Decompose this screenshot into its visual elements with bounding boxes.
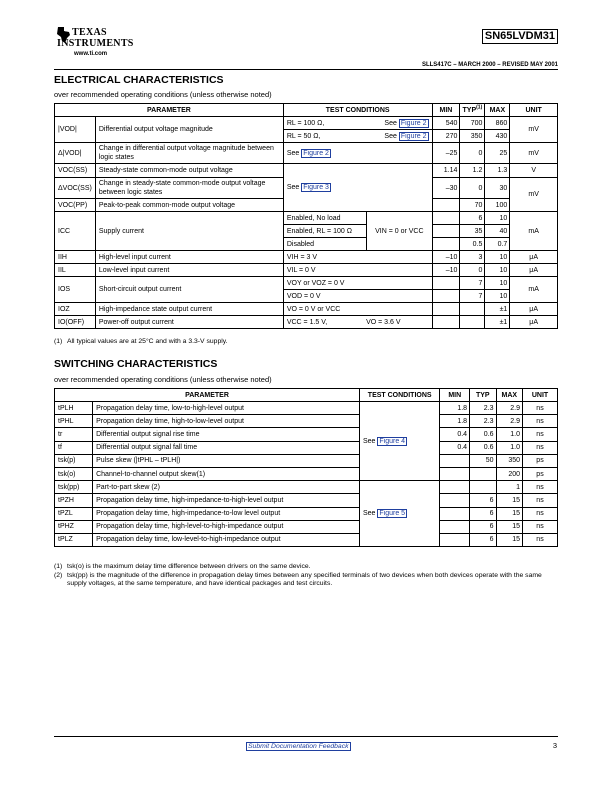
param-symbol: tPHZ xyxy=(55,520,93,533)
param-symbol: IOZ xyxy=(55,303,96,316)
typ-value: 0.6 xyxy=(470,428,496,441)
footnote-1: (1) tsk(o) is the maximum delay time difference between drivers on the same device. xyxy=(54,563,311,570)
param-symbol: ICC xyxy=(55,212,96,251)
max-value: 15 xyxy=(496,494,522,507)
table-row xyxy=(55,467,558,480)
param-desc: High-impedance state output current xyxy=(95,303,283,316)
col-typ: TYP$^{(1)}$ xyxy=(460,104,485,117)
electrical-title: ELECTRICAL CHARACTERISTICS xyxy=(54,74,224,86)
unit-value: ns xyxy=(523,507,558,520)
param-symbol: IOS xyxy=(55,277,96,303)
table-row xyxy=(55,441,558,454)
param-symbol: ΔVOC(SS) xyxy=(55,178,96,199)
page-number: 3 xyxy=(552,741,557,750)
max-value: 350 xyxy=(496,454,522,467)
footnote-2: (2) tsk(pp) is the magnitude of the difference in propagation delay times between any specified terminals of two devices when both devices operate with the same supply voltages, at the same temperature, and have identical packages and test circuits. xyxy=(54,571,542,587)
figure-2-link[interactable]: Figure 2 xyxy=(400,132,427,140)
param-desc: Propagation delay time, high-impedance-to-low level output xyxy=(93,507,360,520)
min-value xyxy=(440,481,470,494)
header-rule xyxy=(54,69,558,70)
figure-2-link[interactable]: Figure 2 xyxy=(303,149,329,157)
param-desc: High-level input current xyxy=(95,251,283,264)
figure-3-link[interactable]: Figure 3 xyxy=(303,184,329,191)
param-desc: Differential output voltage magnitude xyxy=(95,117,283,143)
param-symbol: IIL xyxy=(55,264,96,277)
param-symbol: IO(OFF) xyxy=(55,316,96,329)
param-desc: Pulse skew (|tPHL – tPLH|) xyxy=(93,454,360,467)
param-symbol: tsk(pp) xyxy=(55,481,93,494)
switching-subtitle: over recommended operating conditions (unless otherwise noted) xyxy=(54,375,272,384)
param-desc: Differential output signal rise time xyxy=(93,428,360,441)
test-cond: See Figure 5 xyxy=(359,481,439,547)
max-value: 15 xyxy=(496,507,522,520)
param-desc: Low-level input current xyxy=(95,264,283,277)
param-symbol: tsk(o) xyxy=(55,467,93,480)
param-desc: Differential output signal fall time xyxy=(93,441,360,454)
typ-value xyxy=(470,467,496,480)
min-value: 0.4 xyxy=(440,428,470,441)
param-symbol: |VOD| xyxy=(55,117,96,143)
max-value: 1 xyxy=(496,481,522,494)
typ-value xyxy=(470,481,496,494)
footer-rule xyxy=(54,736,558,737)
typ-value: 6 xyxy=(470,533,496,546)
param-symbol: Δ|VOD| xyxy=(55,143,96,164)
unit-value: ns xyxy=(523,415,558,428)
min-value: 1.8 xyxy=(440,415,470,428)
unit-value: ns xyxy=(523,520,558,533)
min-value xyxy=(440,454,470,467)
figure-2-link[interactable]: Figure 2 xyxy=(400,119,427,127)
param-symbol: tPZH xyxy=(55,494,93,507)
unit-value: ns xyxy=(523,428,558,441)
param-desc: Power-off output current xyxy=(95,316,283,329)
param-symbol: tPHL xyxy=(55,415,93,428)
param-symbol: tr xyxy=(55,428,93,441)
unit-value: ns xyxy=(523,402,558,415)
col-parameter: PARAMETER xyxy=(55,104,284,117)
param-desc: Supply current xyxy=(95,212,283,251)
param-desc: Steady-state common-mode output voltage xyxy=(95,164,283,178)
typ-value: 6 xyxy=(470,507,496,520)
table-row xyxy=(55,454,558,467)
test-cond: See Figure 4 xyxy=(359,402,439,481)
table-row xyxy=(55,507,558,520)
switching-footnotes xyxy=(54,563,558,589)
param-desc: Channel-to-channel output skew(1) xyxy=(93,467,360,480)
param-desc: Propagation delay time, high-to-low-level output xyxy=(93,415,360,428)
typ-value: 2.3 xyxy=(470,415,496,428)
param-symbol: tPLH xyxy=(55,402,93,415)
logo-word-texas: TEXAS xyxy=(72,27,107,38)
max-value: 1.0 xyxy=(496,428,522,441)
typ-value: 50 xyxy=(470,454,496,467)
test-cond: RL = 50 Ω, See Figure 2 xyxy=(283,130,432,143)
param-symbol: IIH xyxy=(55,251,96,264)
param-desc: Short-circuit output current xyxy=(95,277,283,303)
param-symbol: VOC(PP) xyxy=(55,199,96,212)
col-test-conditions: TEST CONDITIONS xyxy=(283,104,432,117)
typ-value: 2.3 xyxy=(470,402,496,415)
param-symbol: tsk(p) xyxy=(55,454,93,467)
col-max: MAX xyxy=(496,389,522,402)
website-url[interactable]: www.ti.com xyxy=(74,51,108,57)
unit-value: ns xyxy=(523,533,558,546)
param-desc: Propagation delay time, high-impedance-to-high-level output xyxy=(93,494,360,507)
min-value xyxy=(440,494,470,507)
switching-title: SWITCHING CHARACTERISTICS xyxy=(54,358,218,370)
param-symbol: tf xyxy=(55,441,93,454)
param-desc: Propagation delay time, high-level-to-high-impedance output xyxy=(93,520,360,533)
unit-value: ns xyxy=(523,494,558,507)
unit-value: ps xyxy=(523,454,558,467)
figure-5-link[interactable]: Figure 5 xyxy=(379,510,406,518)
col-parameter: PARAMETER xyxy=(55,389,360,402)
typ-value: 6 xyxy=(470,494,496,507)
max-value: 15 xyxy=(496,520,522,533)
min-value xyxy=(440,467,470,480)
max-value: 2.9 xyxy=(496,402,522,415)
table-row xyxy=(55,494,558,507)
max-value: 2.9 xyxy=(496,415,522,428)
col-unit: UNIT xyxy=(523,389,558,402)
param-desc: Propagation delay time, low-to-high-level output xyxy=(93,402,360,415)
table-row xyxy=(55,533,558,546)
typ-value: 0.6 xyxy=(470,441,496,454)
col-unit: UNIT xyxy=(510,104,558,117)
logo-word-instruments: INSTRUMENTS xyxy=(57,38,134,49)
electrical-footnote: (1) All typical values are at 25°C and with a 3.3-V supply. xyxy=(54,338,228,345)
unit-value: ns xyxy=(523,441,558,454)
typ-value: 6 xyxy=(470,520,496,533)
param-desc: Change in differential output voltage magnitude between logic states xyxy=(95,143,283,164)
table-row xyxy=(55,428,558,441)
electrical-table: PARAMETER TEST CONDITIONS MIN TYP$^{(1)}$ MAX UNIT |VOD| Differential output voltage magnitude RL = 100 Ω, See Figure 2 540 700 860 mV RL = 50 Ω, See Figure 2 270 350 430 Δ|VOD| Change in differential output voltage magnitude between logic states See Figure 2 –25 0 25 mV VOC(SS) Steady-state common-mode output voltage See Figure 3 1.14 1.2 1.3 V ΔVOC(SS) Change in steady-state common-mode output voltage between logic states –30 0 30 mV VOC(PP) Peak-to-peak common-mode output voltage 70 100 ICC Supply current Enabled, No load VIN = 0 or VCC 6 10 mA Enabled, RL = 100 Ω 35 40 Disabled 0.5 0.7 IIH High-level input current VIH = 3 V –10 3 10 μA IIL Low-level input current VIL = 0 V –10 0 10 μA IOS Short-circuit output current VOY or VOZ = 0 V 7 10 mA VOD = 0 V 7 10 IOZ High-impedance state output current VO = 0 V or VCC ±1 μA IO(OFF) Power-off output current VCC = 1.5 V, VO = 3.6 V ±1 μA xyxy=(54,103,558,329)
max-value: 200 xyxy=(496,467,522,480)
table-row xyxy=(55,520,558,533)
unit-value: ns xyxy=(523,481,558,494)
table-row xyxy=(55,402,558,415)
unit-value: ps xyxy=(523,467,558,480)
col-typ: TYP xyxy=(470,389,496,402)
param-desc: Propagation delay time, low-level-to-high-impedance output xyxy=(93,533,360,546)
min-value: 1.8 xyxy=(440,402,470,415)
param-symbol: tPZL xyxy=(55,507,93,520)
ti-logo xyxy=(56,24,140,62)
col-test-conditions: TEST CONDITIONS xyxy=(359,389,439,402)
switching-table xyxy=(54,388,558,547)
col-max: MAX xyxy=(485,104,510,117)
part-number: SN65LVDM31 xyxy=(482,29,558,44)
col-min: MIN xyxy=(440,389,470,402)
submit-feedback-link[interactable]: Submit Documentation Feedback xyxy=(248,743,349,750)
max-value: 15 xyxy=(496,533,522,546)
table-row xyxy=(55,415,558,428)
param-desc: Peak-to-peak common-mode output voltage xyxy=(95,199,283,212)
min-value xyxy=(440,533,470,546)
min-value xyxy=(440,507,470,520)
test-cond: RL = 100 Ω, See Figure 2 xyxy=(283,117,432,130)
figure-4-link[interactable]: Figure 4 xyxy=(379,437,406,445)
max-value: 1.0 xyxy=(496,441,522,454)
param-symbol: tPLZ xyxy=(55,533,93,546)
min-value: 0.4 xyxy=(440,441,470,454)
electrical-subtitle: over recommended operating conditions (unless otherwise noted) xyxy=(54,90,272,99)
param-symbol: VOC(SS) xyxy=(55,164,96,178)
table-row xyxy=(55,481,558,494)
doc-id: SLLS417C – MARCH 2000 – REVISED MAY 2001 xyxy=(421,62,558,68)
param-desc: Change in steady-state common-mode output voltage between logic states xyxy=(95,178,283,199)
col-min: MIN xyxy=(432,104,460,117)
param-desc: Part-to-part skew (2) xyxy=(93,481,360,494)
min-value xyxy=(440,520,470,533)
